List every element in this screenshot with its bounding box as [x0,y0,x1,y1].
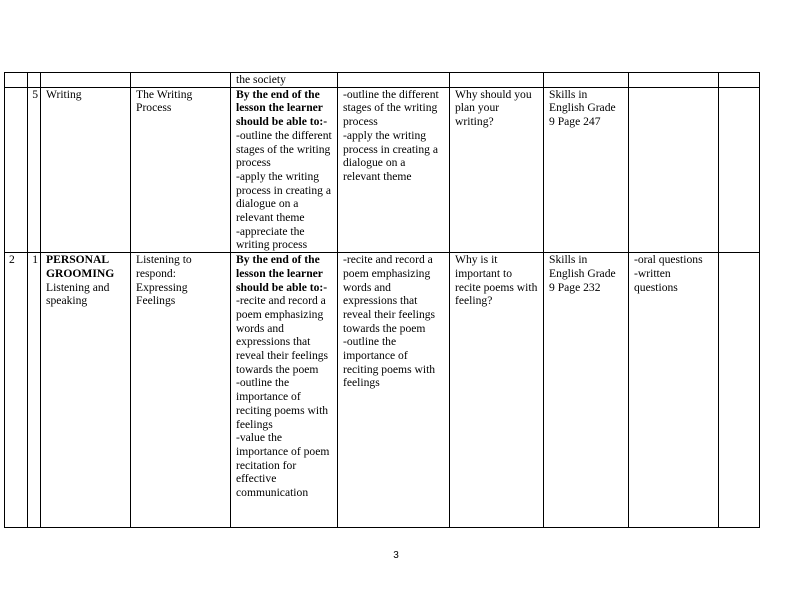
table-row [5,253,760,528]
lesson-cell: 5 [28,87,41,252]
inquiry-cell: Why is it important to recite poems with feeling? [450,253,544,528]
strand-title: PERSONAL GROOMING [46,253,115,280]
table-row [5,87,760,252]
week-cell: 2 [5,253,28,528]
scheme-of-work-table [4,72,760,528]
strand-text: Listening and speaking [46,280,110,308]
inquiry-cell [450,73,544,88]
remarks-cell [719,253,760,528]
week-cell [5,87,28,252]
resources-cell [544,73,629,88]
assessment-cell: -oral questions -written questions [629,253,719,528]
inquiry-cell: Why should you plan your writing? [450,87,544,252]
outcomes-intro: By the end of the lesson the learner should be able to:- [236,87,328,129]
strand-text: Writing [46,87,82,101]
outcomes-cell [231,253,338,528]
outcomes-cell [231,87,338,252]
experiences-cell: -recite and record a poem emphasizing words and expressions that reveal their feelings towards the poem -outline the importance of reciting poems with feelings [338,253,450,528]
resources-cell: Skills in English Grade 9 Page 232 [544,253,629,528]
strand-cell [41,253,131,528]
strand-cell [41,73,131,88]
strand-cell [41,87,131,252]
remarks-cell [719,73,760,88]
assessment-cell [629,73,719,88]
experiences-cell [338,73,450,88]
page-number: 3 [393,550,399,561]
experiences-cell: -outline the different stages of the writing process -apply the writing process in creating a dialogue on a relevant theme [338,87,450,252]
outcomes-text: the society [236,73,286,86]
sub-strand-cell: Listening to respond: Expressing Feelings [131,253,231,528]
outcomes-text: -outline the different stages of the writing process -apply the writing process in creating a dialogue on a relevant theme -appreciate the writing process [236,128,332,252]
table-row [5,73,760,88]
resources-cell: Skills in English Grade 9 Page 247 [544,87,629,252]
sub-strand-cell: The Writing Process [131,87,231,252]
sub-strand-cell [131,73,231,88]
lesson-cell: 1 [28,253,41,528]
week-cell [5,73,28,88]
outcomes-cell [231,73,338,88]
outcomes-intro: By the end of the lesson the learner should be able to:- [236,253,328,294]
outcomes-text: -recite and record a poem emphasizing words and expressions that reveal their feelings towards the poem -outline the importance of reciting poems with feelings -value the importance of poem recitation for effective communication [236,294,330,500]
assessment-cell [629,87,719,252]
lesson-cell [28,73,41,88]
remarks-cell [719,87,760,252]
